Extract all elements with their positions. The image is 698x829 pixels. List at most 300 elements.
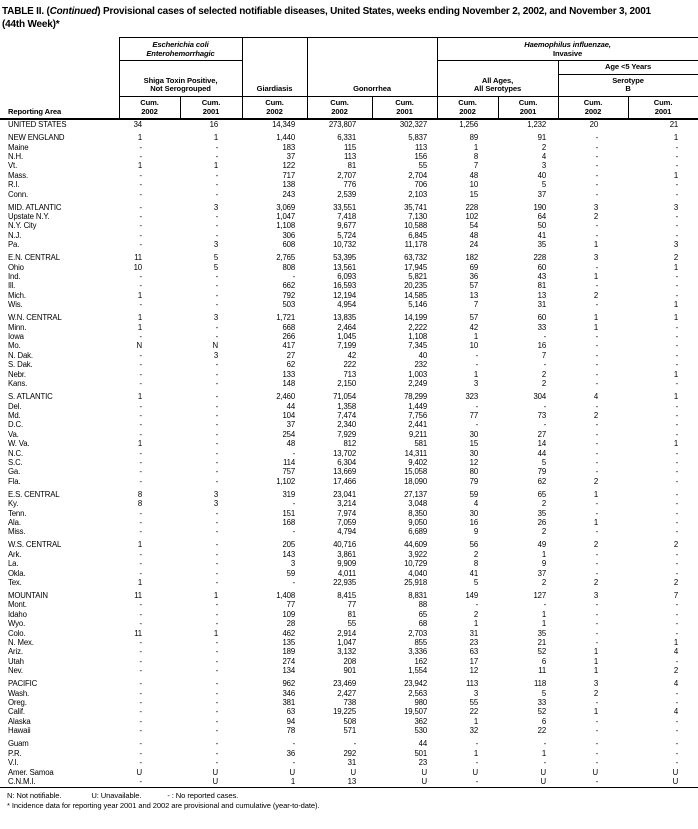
table-row xyxy=(0,300,698,309)
cell: - xyxy=(215,170,219,180)
cell: - xyxy=(595,508,599,518)
cell: U xyxy=(212,767,219,777)
cell: 1 xyxy=(673,369,679,379)
cell: 17 xyxy=(469,656,479,666)
cell: 1 xyxy=(673,133,679,143)
cell: 16 xyxy=(537,341,547,351)
cell: 2,340 xyxy=(337,420,357,430)
cell: 133 xyxy=(282,369,296,379)
cell: 10,732 xyxy=(333,240,357,250)
footnote-not-notifiable: N: Not notifiable. xyxy=(7,791,62,801)
row-label: Va. xyxy=(8,429,19,439)
cell: 23,942 xyxy=(404,679,428,689)
cell: 13,561 xyxy=(333,262,357,272)
cell: 17,945 xyxy=(404,262,428,272)
cell: 68 xyxy=(418,619,428,629)
cell: 14 xyxy=(537,439,547,449)
cell: - xyxy=(139,476,142,486)
row-label: Mo. xyxy=(8,341,21,351)
cell: 1 xyxy=(473,142,479,152)
cell: - xyxy=(595,439,599,449)
cell: - xyxy=(215,476,219,486)
cell: 5 xyxy=(213,262,219,272)
cell: 21 xyxy=(669,120,679,130)
cell: - xyxy=(675,410,679,420)
cell: - xyxy=(675,476,679,486)
table-row xyxy=(0,689,698,698)
cell: 503 xyxy=(282,300,296,310)
cell: - xyxy=(595,369,599,379)
ecoli-line2: Enterohemorrhagic xyxy=(146,48,215,58)
cell: 11 xyxy=(134,253,142,263)
cell: 6,093 xyxy=(337,272,357,282)
cell: - xyxy=(675,726,679,736)
cell: 4 xyxy=(593,392,599,402)
cell: - xyxy=(675,332,679,342)
cell: - xyxy=(139,508,142,518)
cell: 40 xyxy=(418,350,428,360)
cell: 1 xyxy=(593,656,599,666)
col-cum-2002-allages: Cum. 2002 xyxy=(437,96,498,119)
row-label: Alaska xyxy=(8,716,31,726)
table-row xyxy=(0,411,698,420)
cell: - xyxy=(292,578,296,587)
table-row xyxy=(0,591,698,600)
cell: 89 xyxy=(469,133,479,143)
row-label: PACIFIC xyxy=(8,679,38,689)
cell: - xyxy=(595,161,599,171)
cell: U xyxy=(421,767,428,777)
cell: 114 xyxy=(283,457,296,467)
cell: 12 xyxy=(469,666,479,676)
cell: 2 xyxy=(593,290,599,300)
cell: 668 xyxy=(282,322,296,332)
cell: 3 xyxy=(213,202,219,212)
cell: 16 xyxy=(209,120,219,130)
cell: 9,402 xyxy=(408,457,428,467)
cell: - xyxy=(595,360,599,370)
cell: - xyxy=(215,568,219,578)
cell: - xyxy=(292,758,296,768)
row-label: R.I. xyxy=(8,180,20,190)
cell: 71,054 xyxy=(333,392,357,402)
cell: 62 xyxy=(286,360,296,370)
cell: - xyxy=(595,151,599,161)
table-row xyxy=(0,768,698,777)
row-label: S. Dak. xyxy=(8,360,33,370)
table-row xyxy=(0,610,698,619)
cell: - xyxy=(543,758,547,768)
table-row xyxy=(0,430,698,439)
cell: 6,331 xyxy=(337,133,357,143)
cell: U xyxy=(289,767,296,777)
cell: - xyxy=(675,401,679,411)
cell: - xyxy=(675,272,679,282)
cell: - xyxy=(675,230,679,240)
cell: - xyxy=(215,300,219,310)
cell: - xyxy=(215,748,219,758)
cell: 2,427 xyxy=(337,688,357,698)
cell: 254 xyxy=(282,429,296,439)
cell: U xyxy=(350,767,357,777)
cell: - xyxy=(675,628,679,638)
cell: 4 xyxy=(673,679,679,689)
cell: - xyxy=(139,698,142,708)
cell: 25,918 xyxy=(404,578,428,587)
cell: - xyxy=(215,448,219,458)
row-label: Hawaii xyxy=(8,726,31,736)
table-row xyxy=(0,402,698,411)
cell: 9 xyxy=(541,559,547,569)
cell: 323 xyxy=(465,392,479,402)
cell: 7,130 xyxy=(408,212,428,221)
cell: 266 xyxy=(282,332,296,342)
cell: 50 xyxy=(537,221,547,231)
footnote-no-cases: - : No reported cases. xyxy=(167,791,239,801)
cell: - xyxy=(675,161,679,171)
cell: 7,418 xyxy=(337,212,357,221)
cell: 81 xyxy=(347,609,357,619)
cell: - xyxy=(675,748,679,758)
cell: - xyxy=(139,679,142,689)
cell: - xyxy=(475,350,479,360)
cell: 148 xyxy=(282,379,296,389)
cell: 7,059 xyxy=(337,517,357,527)
row-label: Upstate N.Y. xyxy=(8,212,50,221)
cell: 31 xyxy=(537,300,547,310)
cell: 4,794 xyxy=(337,527,357,537)
cell: - xyxy=(675,448,679,458)
table-row xyxy=(0,133,698,142)
cell: 1 xyxy=(593,517,599,527)
row-label: Oreg. xyxy=(8,698,27,708)
cell: 109 xyxy=(282,609,296,619)
col-group-haemophilus xyxy=(437,38,698,61)
cell: - xyxy=(139,230,142,240)
cell: 5 xyxy=(541,688,547,698)
cell: 1,102 xyxy=(276,476,296,486)
cell: - xyxy=(675,568,679,578)
cell: - xyxy=(139,609,142,619)
cell: 57 xyxy=(469,281,479,291)
cell: 1,232 xyxy=(527,120,547,130)
cell: 2 xyxy=(541,527,547,537)
table-row xyxy=(0,619,698,628)
cell: 16 xyxy=(469,517,479,527)
cell: 42 xyxy=(347,350,357,360)
cell: 3,069 xyxy=(276,202,296,212)
cell: - xyxy=(675,499,679,509)
cell: - xyxy=(215,281,219,291)
table-row xyxy=(0,203,698,212)
cell: 190 xyxy=(533,202,547,212)
cell: 812 xyxy=(343,439,357,449)
cell: 2 xyxy=(673,253,679,263)
cell: - xyxy=(215,457,219,467)
cell: U xyxy=(136,767,142,777)
cell: 1 xyxy=(137,540,142,550)
cell: - xyxy=(215,549,219,559)
cell: 8 xyxy=(473,559,479,569)
cell: - xyxy=(558,777,628,788)
cell: 4,954 xyxy=(337,300,357,310)
cell: 37 xyxy=(537,568,547,578)
cell: 7 xyxy=(541,350,547,360)
cell: 1 xyxy=(593,322,599,332)
cell: 243 xyxy=(282,189,296,199)
footnotes xyxy=(0,791,698,811)
cell: 717 xyxy=(282,170,296,180)
cell: 31 xyxy=(469,628,479,638)
cell: - xyxy=(595,527,599,537)
cell: - xyxy=(139,758,142,768)
row-label: MID. ATLANTIC xyxy=(8,202,62,212)
cell: 662 xyxy=(282,281,296,291)
cell: 15 xyxy=(469,439,479,449)
cell: 4,040 xyxy=(408,568,428,578)
cell: - xyxy=(595,758,599,768)
cell: 56 xyxy=(469,540,479,550)
cell: 13 xyxy=(537,290,547,300)
cell: 35 xyxy=(537,240,547,250)
cell: - xyxy=(139,748,142,758)
cell: 30 xyxy=(469,508,479,518)
cell: 23,041 xyxy=(333,489,357,499)
serotype-line2: B xyxy=(625,84,631,94)
cell: 7 xyxy=(473,161,479,171)
cell: 1 xyxy=(473,369,479,379)
cell: - xyxy=(595,638,599,648)
cell: - xyxy=(595,133,599,143)
row-label: N. Mex. xyxy=(8,638,34,648)
cell: - xyxy=(215,647,219,657)
cell: 32 xyxy=(469,726,479,736)
cell: 1 xyxy=(473,332,479,342)
cell: 228 xyxy=(533,253,547,263)
cell: 41 xyxy=(469,568,479,578)
cell: 80 xyxy=(469,467,479,477)
cell: 7 xyxy=(473,300,479,310)
cell: 1 xyxy=(593,647,599,657)
row-label: Tenn. xyxy=(8,508,27,518)
cell: - xyxy=(215,332,219,342)
row-label: Idaho xyxy=(8,609,27,619)
cell: - xyxy=(215,420,219,430)
cell: 1 xyxy=(541,609,547,619)
cell: 52 xyxy=(537,647,547,657)
cell: 205 xyxy=(282,540,296,550)
cell: 5 xyxy=(541,457,547,467)
cell: 3,861 xyxy=(337,549,357,559)
cell: 59 xyxy=(469,489,479,499)
table-row xyxy=(0,527,698,536)
table-row xyxy=(0,119,698,129)
cell: 30 xyxy=(469,448,479,458)
cell: - xyxy=(675,600,679,610)
cell: 1 xyxy=(593,707,599,717)
cell: 855 xyxy=(414,638,428,648)
cell: 182 xyxy=(465,253,479,263)
cell: - xyxy=(595,429,599,439)
cell: 20,235 xyxy=(404,281,428,291)
row-label: Wash. xyxy=(8,688,30,698)
cell: 776 xyxy=(343,180,357,190)
cell: 104 xyxy=(282,410,296,420)
cell: 42 xyxy=(469,322,479,332)
cell: - xyxy=(139,350,142,360)
table-row xyxy=(0,323,698,332)
cell: - xyxy=(139,369,142,379)
cell: - xyxy=(139,240,142,250)
cell: 65 xyxy=(537,489,547,499)
cell: 33 xyxy=(537,322,547,332)
cell: 13,702 xyxy=(333,448,357,458)
cell: 208 xyxy=(343,656,357,666)
cell: 3,922 xyxy=(408,549,428,559)
table-row xyxy=(0,272,698,281)
cell: - xyxy=(675,212,679,221)
cell: - xyxy=(675,688,679,698)
cell: 23 xyxy=(469,638,479,648)
cell: 9 xyxy=(473,527,479,537)
cell: - xyxy=(475,739,479,749)
cell: 2,707 xyxy=(337,170,357,180)
cell: 738 xyxy=(343,698,357,708)
cell: 31 xyxy=(347,758,357,768)
row-label: Wis. xyxy=(8,300,23,310)
table-row xyxy=(0,509,698,518)
cell: 1 xyxy=(137,392,142,402)
cell: 273,807 xyxy=(328,120,357,130)
table-row xyxy=(0,161,698,170)
cell: 3,214 xyxy=(337,499,357,509)
cell: 35,741 xyxy=(404,202,428,212)
cell: 581 xyxy=(414,439,428,449)
cell: 2 xyxy=(673,578,679,587)
cell: 9,677 xyxy=(337,221,357,231)
cell: - xyxy=(139,517,142,527)
table-row xyxy=(0,600,698,609)
cell: 2,765 xyxy=(276,253,296,263)
cell: 48 xyxy=(469,230,479,240)
cell: - xyxy=(139,716,142,726)
cell: 2 xyxy=(593,476,599,486)
cell: 8 xyxy=(473,151,479,161)
row-label: Ky. xyxy=(8,499,19,509)
table-title-line2: (44th Week)* xyxy=(2,18,60,30)
cell: - xyxy=(675,739,679,749)
cell: 44 xyxy=(418,739,428,749)
row-label: C.N.M.I. xyxy=(0,777,119,788)
cell: 1 xyxy=(593,272,599,282)
row-label: Mich. xyxy=(8,290,26,300)
cell: 2,150 xyxy=(337,379,357,389)
cell: 8,831 xyxy=(408,591,428,600)
table-row xyxy=(0,698,698,707)
cell: 10,588 xyxy=(404,221,428,231)
cell: 151 xyxy=(282,508,296,518)
cell: - xyxy=(215,439,219,449)
col-cum-2002-giardiasis: Cum. 2002 xyxy=(242,96,307,119)
cell: 2,704 xyxy=(408,170,428,180)
cell: - xyxy=(139,666,142,676)
table-row xyxy=(0,657,698,666)
cell: 156 xyxy=(414,151,428,161)
cell: 228 xyxy=(465,202,479,212)
cell: - xyxy=(139,568,142,578)
cell: 4,011 xyxy=(337,568,357,578)
table-row xyxy=(0,739,698,748)
cell: 63 xyxy=(469,647,479,657)
table-row xyxy=(0,477,698,486)
cell: - xyxy=(139,739,142,749)
cell: 9,050 xyxy=(408,517,428,527)
cell: - xyxy=(595,262,599,272)
cell: - xyxy=(675,619,679,629)
table-row xyxy=(0,360,698,369)
cell: - xyxy=(139,189,142,199)
footnote-unavailable: U: Unavailable. xyxy=(91,791,142,801)
cell: 5 xyxy=(473,578,479,587)
cell: - xyxy=(543,401,547,411)
cell: 65 xyxy=(418,609,428,619)
cell: 11 xyxy=(538,666,547,676)
table-row xyxy=(0,578,698,587)
cell: - xyxy=(139,170,142,180)
cell: 14,311 xyxy=(404,448,428,458)
cell: - xyxy=(139,180,142,190)
cell: 901 xyxy=(343,666,357,676)
cell: 78 xyxy=(286,726,296,736)
cell: 2,103 xyxy=(408,189,428,199)
cell: - xyxy=(215,679,219,689)
cell: 3 xyxy=(213,499,219,509)
table-row xyxy=(0,666,698,675)
cell: 381 xyxy=(282,698,296,708)
cell: 3 xyxy=(290,559,296,569)
table-title xyxy=(0,0,698,35)
table-row xyxy=(0,717,698,726)
table-row xyxy=(0,758,698,767)
cell: - xyxy=(543,600,547,610)
cell: - xyxy=(595,628,599,638)
cell: 757 xyxy=(282,467,296,477)
cell: 19,507 xyxy=(404,707,428,717)
table-row xyxy=(0,180,698,189)
cell: 7,199 xyxy=(337,341,357,351)
cell: 20 xyxy=(589,120,599,130)
row-label: Minn. xyxy=(8,322,27,332)
cell: 63,732 xyxy=(404,253,428,263)
cell: 1,047 xyxy=(276,212,296,221)
cell: - xyxy=(543,360,547,370)
cell: 1 xyxy=(213,628,219,638)
row-label: Del. xyxy=(8,401,22,411)
col-header-shiga-toxin xyxy=(119,61,242,97)
cell: 35 xyxy=(537,628,547,638)
table-row xyxy=(0,540,698,549)
row-label: Amer. Samoa xyxy=(8,767,54,777)
cell: 3 xyxy=(593,679,599,689)
cell: - xyxy=(675,290,679,300)
cell: 1,440 xyxy=(276,133,296,143)
cell: 1,108 xyxy=(408,332,428,342)
cell: 1,449 xyxy=(408,401,428,411)
cell: 1 xyxy=(137,578,142,587)
cell: - xyxy=(215,221,219,231)
title-main: ) Provisional cases of selected notifiable diseases, United States, weeks ending November 2, 2002, and November 3, 2001 xyxy=(97,6,651,17)
cell: 1,045 xyxy=(337,332,357,342)
